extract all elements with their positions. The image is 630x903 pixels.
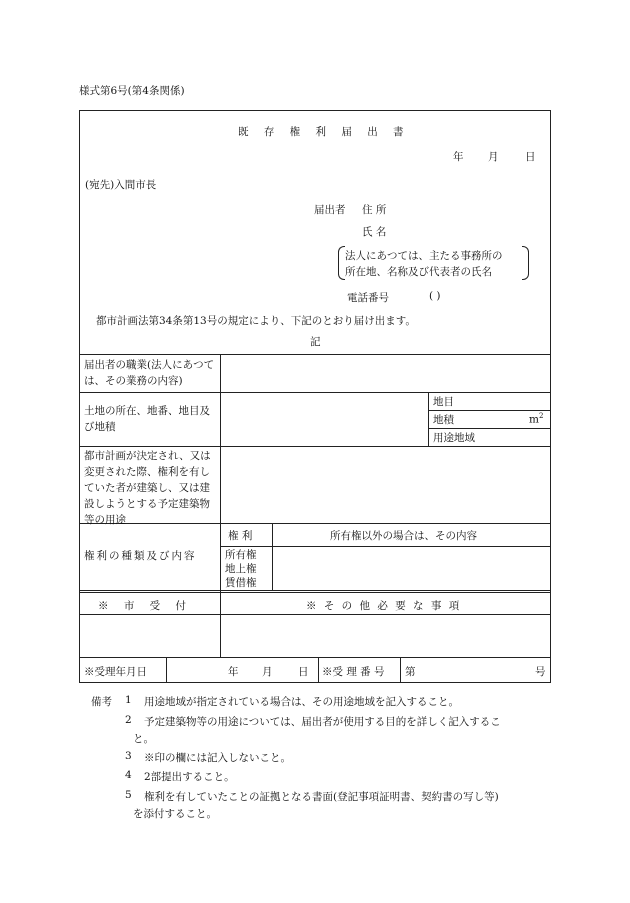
- purpose-label: 都市計画が決定され、又は変更された際、権利を有していた者が建築し、又は建設しようとする予定建築物等の用途: [84, 450, 211, 526]
- col-line-rights: [272, 523, 273, 590]
- phone-parens: ( ): [429, 290, 441, 302]
- form-title: 既 存 権 利 届 出 書: [238, 126, 410, 138]
- rights-header: 権 利: [228, 530, 253, 542]
- note-1-text: 用途地域が指定されている場合は、その用途地域を記入すること。: [144, 696, 459, 708]
- col-line-received-3: [400, 657, 401, 683]
- ki-label: 記: [310, 336, 321, 348]
- note-2-cont: と。: [133, 733, 154, 745]
- corp-note-line2: 所在地、名称及び代表者の氏名: [345, 266, 492, 278]
- date-month: 月: [488, 151, 499, 163]
- applicant-label: 届出者: [314, 204, 346, 216]
- note-1-num: 1: [125, 694, 132, 706]
- land-label: 土地の所在、地番、地目及び地積: [84, 405, 210, 433]
- rights-type-1: 所有権: [225, 549, 257, 561]
- received-year: 年: [228, 666, 239, 678]
- col-line-land: [428, 392, 429, 446]
- land-sub-line-1: [428, 410, 551, 411]
- row-line-6: [79, 657, 551, 658]
- received-number-prefix: 第: [405, 666, 416, 678]
- col-line-received-2: [318, 657, 319, 683]
- address-label: 住 所: [362, 204, 387, 216]
- occupation-label: 届出者の職業(法人にあつては、その業務の内容): [84, 359, 215, 387]
- rights-sub-line: [220, 546, 551, 547]
- land-chimoku: 地目: [433, 396, 454, 408]
- land-sub-line-2: [428, 428, 551, 429]
- notes-label: 備考: [91, 696, 112, 708]
- name-label: 氏 名: [362, 226, 387, 238]
- received-number-suffix: 号: [535, 666, 546, 678]
- rights-type-2: 地上権: [225, 563, 257, 575]
- date-day: 日: [525, 151, 536, 163]
- received-month: 月: [262, 666, 273, 678]
- rights-label: 権利の種類及び内容: [84, 550, 197, 562]
- note-2-num: 2: [125, 714, 132, 726]
- date-year: 年: [453, 151, 464, 163]
- statement: 都市計画法第34条第13号の規定により、下記のとおり届け出ます。: [96, 315, 416, 327]
- double-line: [79, 590, 551, 593]
- note-4-num: 4: [125, 769, 132, 781]
- bracket-right: [522, 246, 529, 280]
- form-number: 様式第6号(第4条関係): [79, 85, 185, 97]
- row-line-3: [79, 446, 551, 447]
- city-receipt-header: ※ 市 受 付: [98, 600, 193, 612]
- col-line-received-1: [166, 657, 167, 683]
- note-2-text: 予定建築物等の用途については、届出者が使用する目的を詳しく記入するこ: [144, 716, 501, 728]
- note-4-text: 2部提出すること。: [144, 771, 235, 783]
- rights-type-3: 賃借権: [225, 577, 257, 589]
- land-chiseki: 地積: [433, 414, 454, 426]
- note-5-cont: を添付すること。: [133, 808, 217, 820]
- note-5-num: 5: [125, 789, 132, 801]
- note-3-num: 3: [125, 750, 132, 762]
- row-line-2: [79, 392, 551, 393]
- corp-note-line1: 法人にあつては、主たる事務所の: [345, 250, 503, 262]
- note-5-text: 権利を有していたことの証拠となる書面(登記事項証明書、契約書の写し等): [144, 791, 499, 803]
- land-chiseki-unit: $m^2$: [529, 412, 544, 426]
- row-line-1: [79, 354, 551, 355]
- phone-label: 電話番号: [347, 292, 389, 304]
- other-required-header: ※ そ の 他 必 要 な 事 項: [306, 600, 462, 612]
- land-youto: 用途地域: [433, 432, 475, 444]
- bracket-left: [338, 246, 345, 280]
- received-day: 日: [298, 666, 309, 678]
- col-line-main: [220, 354, 221, 657]
- row-line-5: [79, 614, 551, 615]
- rights-other: 所有権以外の場合は、その内容: [330, 530, 477, 542]
- addressee: (宛先)入間市長: [85, 179, 157, 191]
- received-number-label: ※受 理 番 号: [322, 666, 385, 678]
- note-3-text: ※印の欄には記入しないこと。: [144, 752, 291, 764]
- received-date-label: ※受理年月日: [84, 666, 147, 678]
